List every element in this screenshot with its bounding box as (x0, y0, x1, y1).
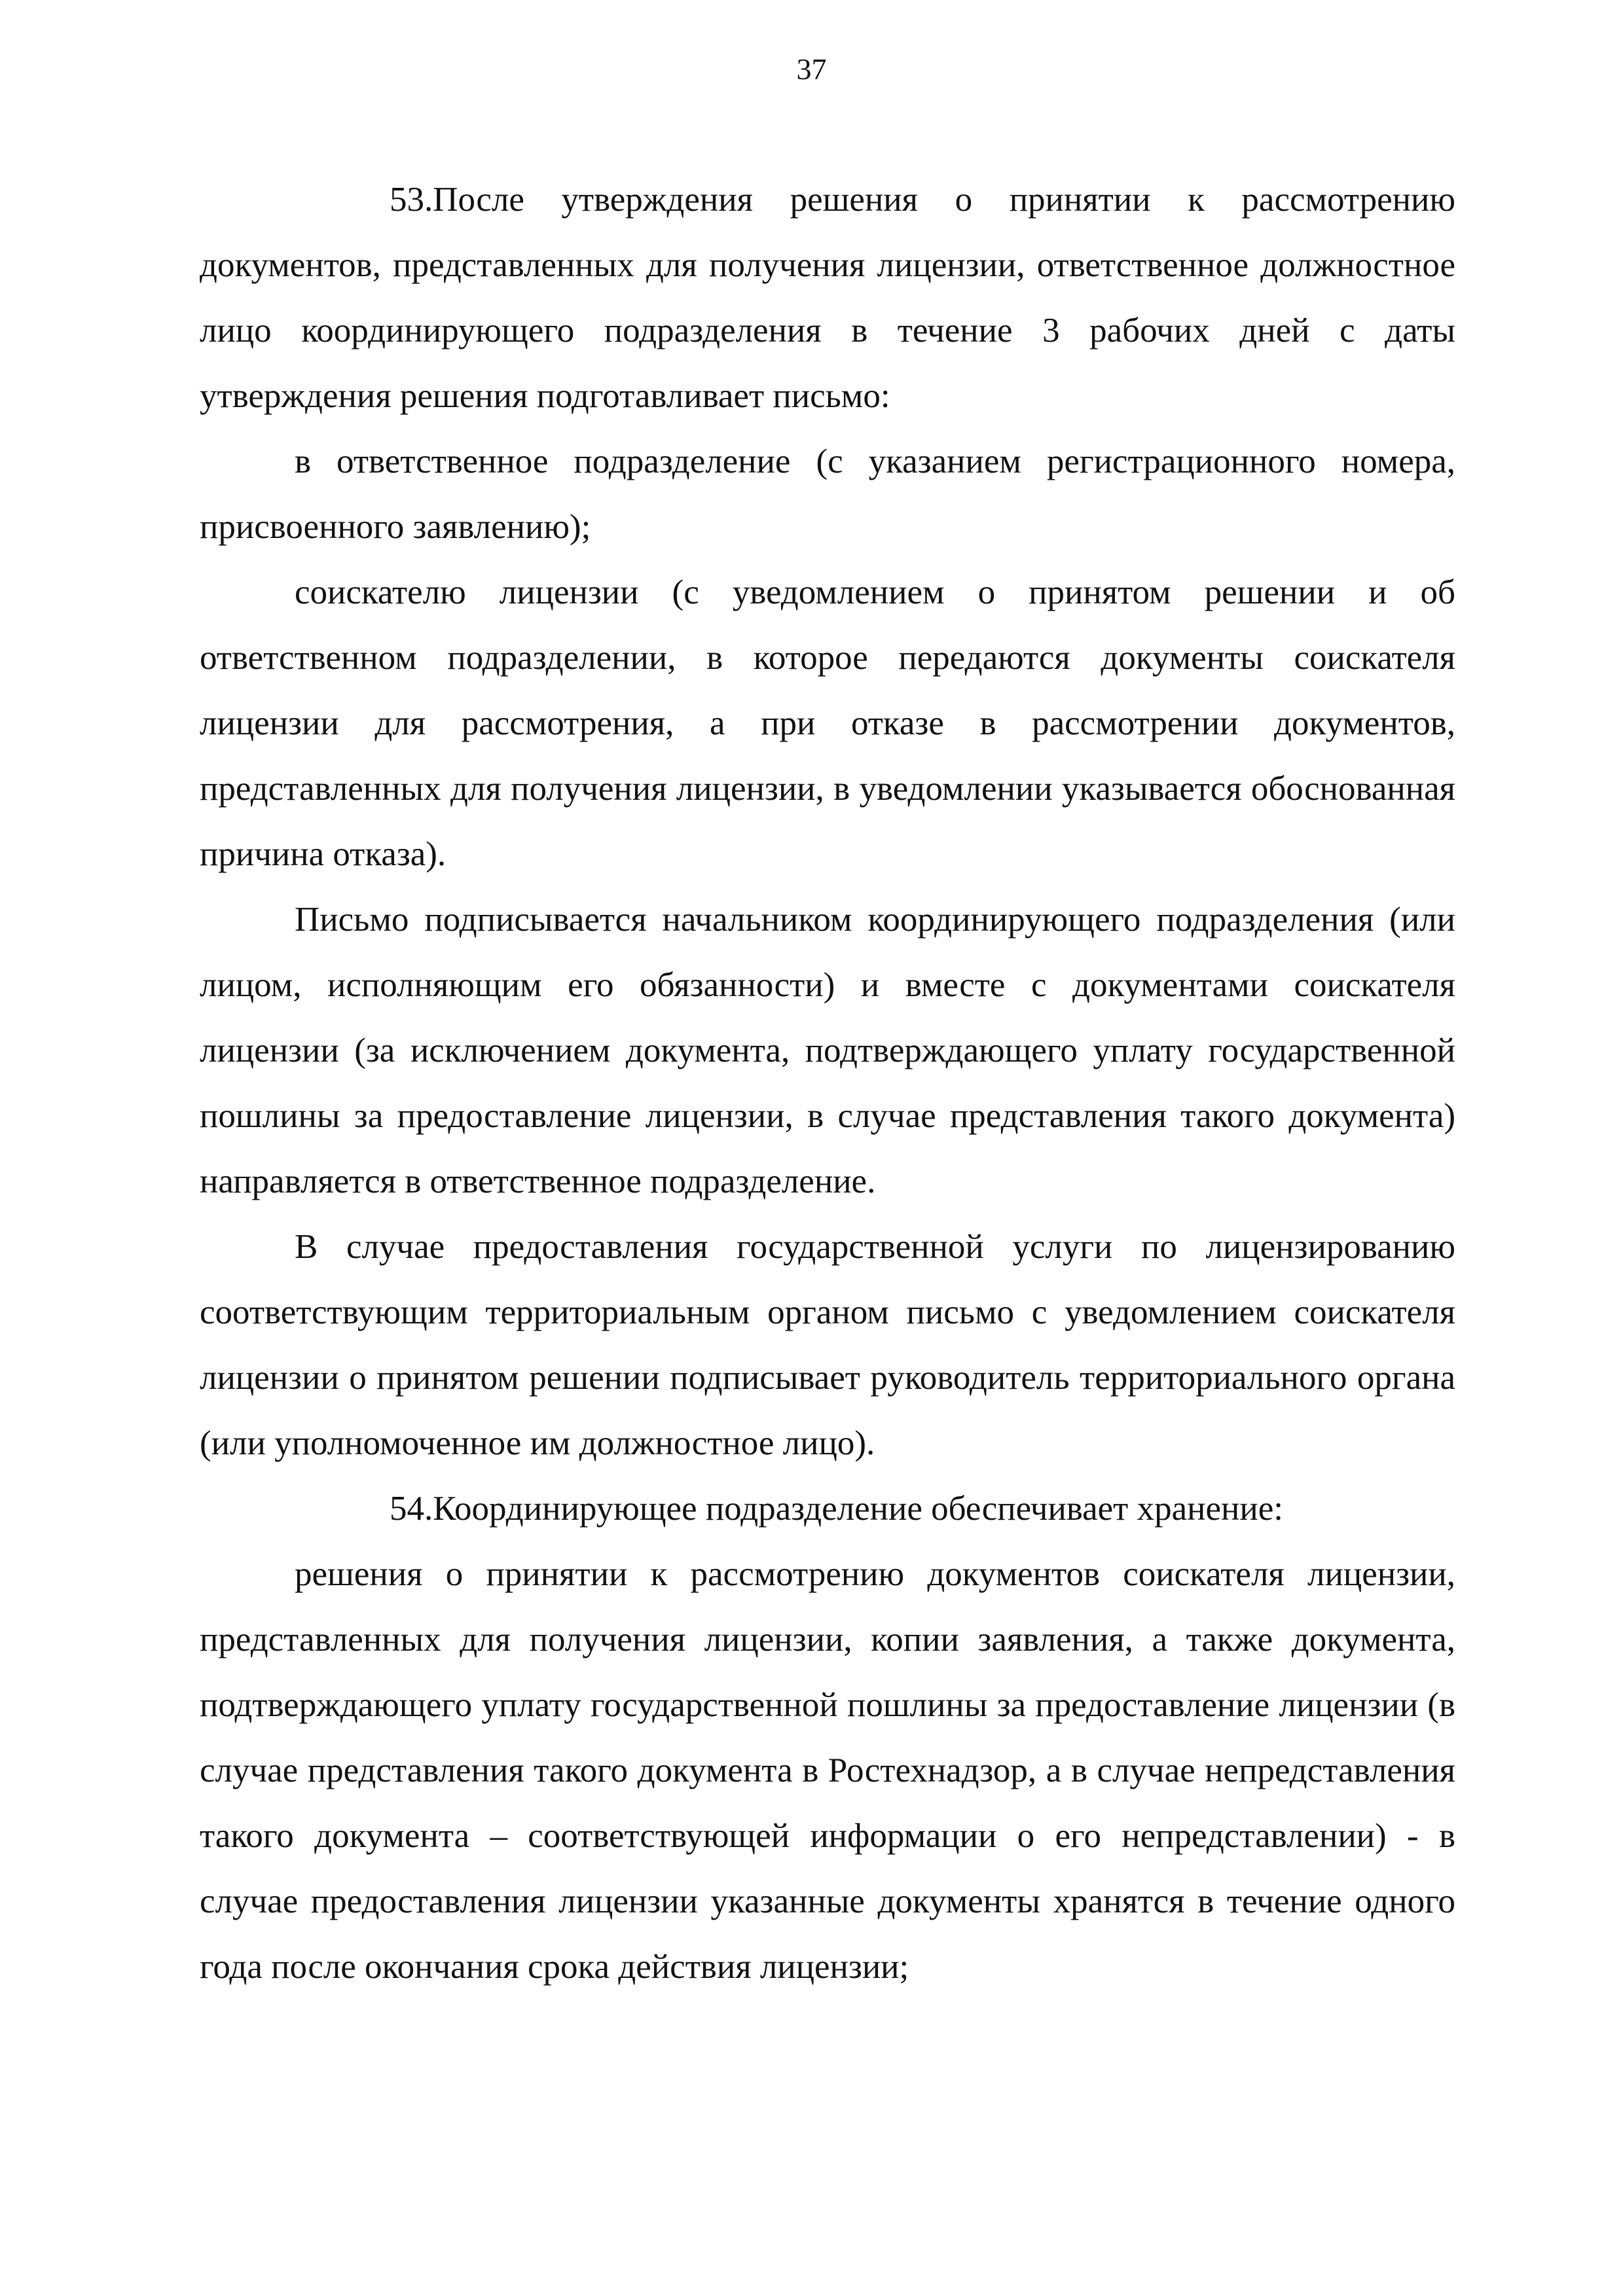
paragraph-54 (200, 1476, 1455, 1541)
paragraph-storage-decision: решения о принятии к рассмотрению документов соискателя лицензии, представленных для получения лицензии, копии заявления, а также документа, подтверждающего уплату государственной пошлины за предоставление лицензии (в случае представления такого документа в Ростехнадзор, а в случае непредставления такого документа – соответствующей информации о его непредставлении) - в случае предоставления лицензии указанные документы хранятся в течение одного года после окончания срока действия лицензии; (200, 1555, 1455, 1986)
paragraph-text: После утверждения решения о принятии к рассмотрению документов, представленных для получения лицензии, ответственное должностное лицо координирующего подразделения в течение 3 рабочих дней с даты утверждения решения подготавливает письмо: (200, 181, 1455, 415)
paragraph-responsible-unit: в ответственное подразделение (с указанием регистрационного номера, присвоенного заявлению); (200, 442, 1455, 546)
paragraph-53 (200, 167, 1455, 429)
paragraph-applicant-notice: соискателю лицензии (с уведомлением о принятом решении и об ответственном подразделении, в которое передаются документы соискателя лицензии для рассмотрения, а при отказе в рассмотрении документов, представленных для получения лицензии, в уведомлении указывается обоснованная причина отказа). (200, 573, 1455, 873)
paragraph-territorial-body: В случае предоставления государственной услуги по лицензированию соответствующим территориальным органом письмо с уведомлением соискателя лицензии о принятом решении подписывает руководитель территориального органа (или уполномоченное им должностное лицо). (200, 1228, 1455, 1462)
document-body (200, 167, 1455, 2000)
paragraph-text: Координирующее подразделение обеспечивает хранение: (433, 1490, 1283, 1528)
paragraph-number: 54. (390, 1490, 433, 1528)
paragraph-letter-signing: Письмо подписывается начальником координирующего подразделения (или лицом, исполняющим его обязанности) и вместе с документами соискателя лицензии (за исключением документа, подтверждающего уплату государственной пошлины за предоставление лицензии, в случае представления такого документа) направляется в ответственное подразделение. (200, 901, 1455, 1200)
paragraph-number: 53. (390, 181, 433, 219)
page-number: 37 (796, 52, 827, 86)
